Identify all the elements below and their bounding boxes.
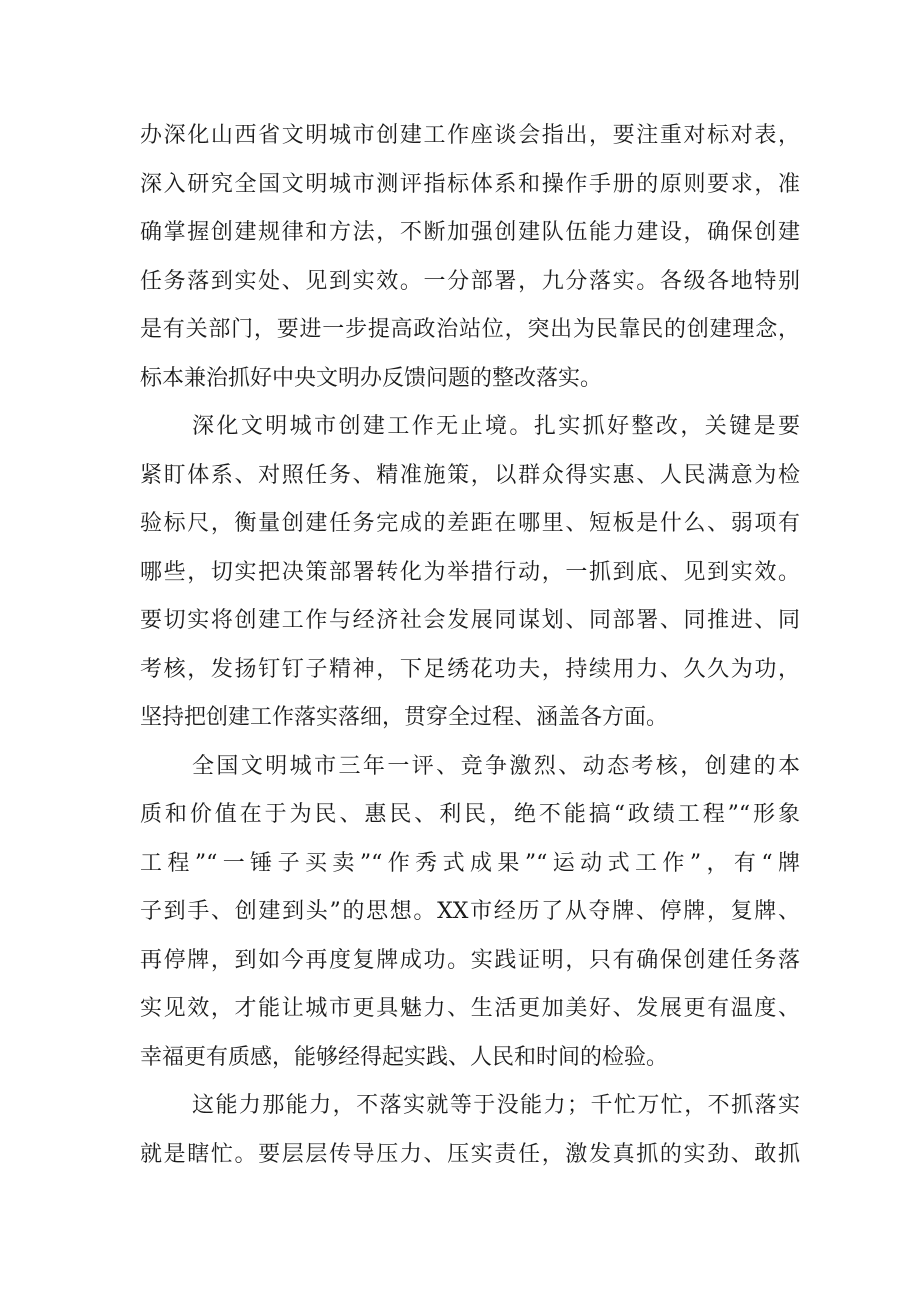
- text-line: 就是瞎忙。要层层传导压力、压实责任，激发真抓的实劲、敢抓: [140, 1141, 800, 1167]
- paragraph-1: [140, 112, 800, 403]
- text-line: 深入研究全国文明城市测评指标体系和操作手册的原则要求，准: [140, 171, 800, 197]
- text-line: 确掌握创建规律和方法，不断加强创建队伍能力建设，确保创建: [140, 220, 800, 245]
- text-line: 实见效，才能让城市更具魅力、生活更加美好、发展更有温度、: [140, 996, 800, 1021]
- text-line: 再停牌，到如今再度复牌成功。实践证明，只有确保创建任务落: [140, 947, 800, 973]
- paragraph-2: [140, 403, 800, 743]
- text-line: 坚持把创建工作落实落细，贯穿全过程、涵盖各方面。: [140, 705, 669, 730]
- text-line: 紧盯体系、对照任务、精准施策，以群众得实惠、人民满意为检: [140, 462, 800, 488]
- text-line: 哪些，切实把决策部署转化为举措行动，一抓到底、见到实效。: [140, 559, 800, 585]
- paragraph-4: [140, 1082, 800, 1179]
- text-line: 全国文明城市三年一评、竞争激烈、动态考核，创建的本: [192, 753, 800, 779]
- text-line: 子到手、创建到头”的思想。XX市经历了从夺牌、停牌，复牌、: [140, 899, 800, 924]
- text-line: 幸福更有质感，能够经得起实践、人民和时间的检验。: [140, 1044, 669, 1070]
- text-line: 验标尺，衡量创建任务完成的差距在哪里、短板是什么、弱项有: [140, 511, 800, 536]
- text-line: 是有关部门，要进一步提高政治站位，突出为民靠民的创建理念，: [140, 317, 800, 342]
- text-line: 办深化山西省文明城市创建工作座谈会指出，要注重对标对表，: [140, 123, 800, 148]
- document-body: [140, 112, 800, 1179]
- text-line: 考核，发扬钉钉子精神，下足绣花功夫，持续用力、久久为功，: [140, 656, 800, 682]
- text-line: 任务落到实处、见到实效。一分部署，九分落实。各级各地特别: [140, 268, 800, 294]
- paragraph-3: [140, 743, 800, 1083]
- text-line: 标本兼治抓好中央文明办反馈问题的整改落实。: [140, 365, 603, 391]
- text-line: 要切实将创建工作与经济社会发展同谋划、同部署、同推进、同: [140, 608, 800, 633]
- text-line: 工程”“一锤子买卖”“作秀式成果”“运动式工作”，有“牌: [140, 850, 800, 876]
- text-line: 这能力那能力，不落实就等于没能力；千忙万忙，不抓落实: [192, 1093, 800, 1118]
- text-line: 质和价值在于为民、惠民、利民，绝不能搞“政绩工程”“形象: [140, 802, 800, 827]
- text-line: 深化文明城市创建工作无止境。扎实抓好整改，关键是要: [192, 414, 800, 439]
